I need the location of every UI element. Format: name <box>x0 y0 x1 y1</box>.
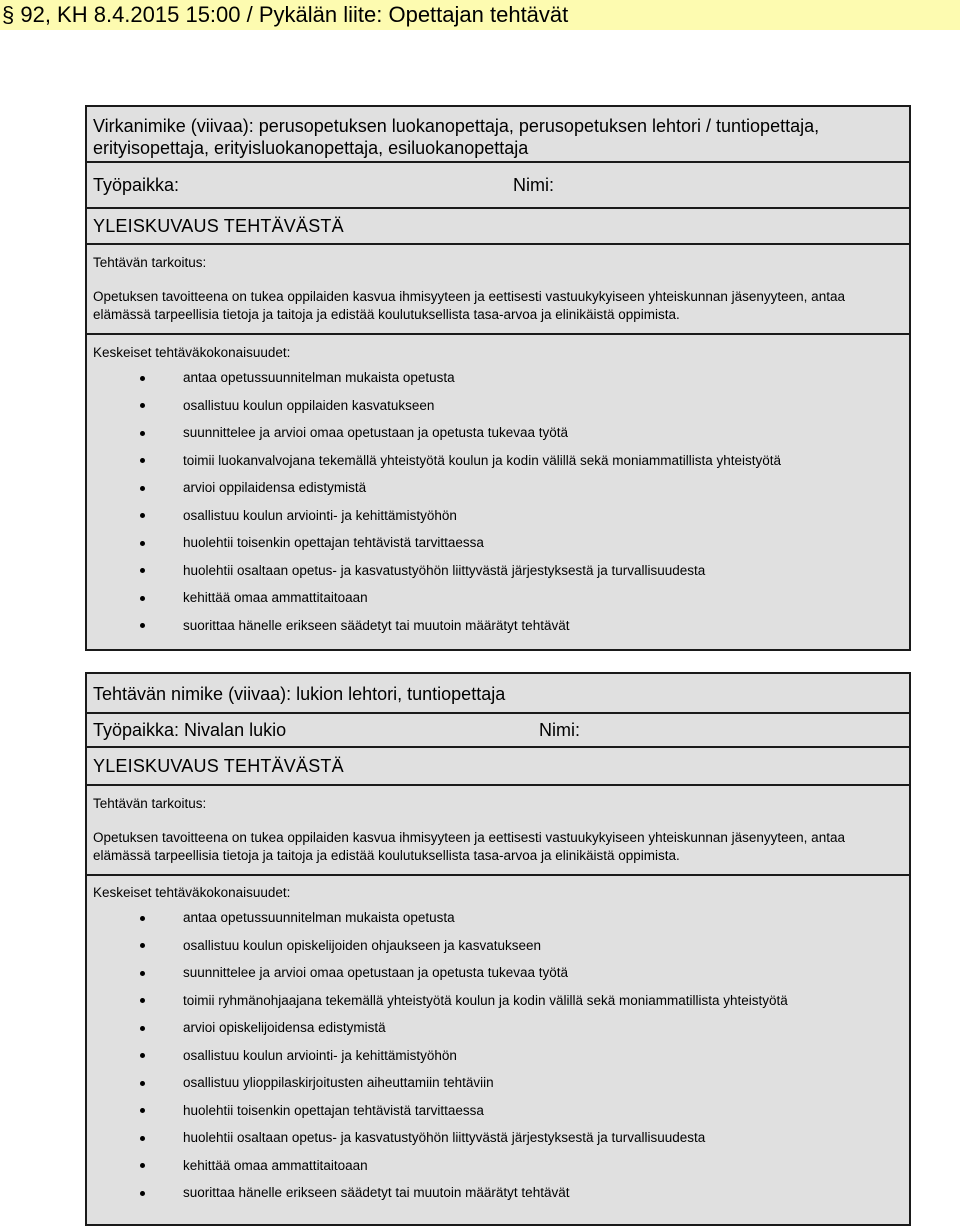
list-item: arvioi oppilaidensa edistymistä <box>93 474 903 502</box>
document-header <box>0 0 960 30</box>
bullet-icon <box>140 431 145 436</box>
tasks-cell <box>87 335 909 649</box>
bullet-icon <box>140 1108 145 1113</box>
list-item: huolehtii toisenkin opettajan tehtävistä tarvittaessa <box>93 529 903 557</box>
bullet-icon <box>140 376 145 381</box>
list-item: huolehtii osaltaan opetus- ja kasvatustyöhön liittyvästä järjestyksestä ja turvallisuudesta <box>93 1124 903 1152</box>
bullet-icon <box>140 943 145 948</box>
bullet-icon <box>140 623 145 628</box>
tasks-list <box>93 364 903 639</box>
purpose-label: Tehtävän tarkoitus: <box>93 796 207 811</box>
tasks-label: Keskeiset tehtäväkokonaisuudet: <box>93 345 291 360</box>
list-item: osallistuu koulun arviointi- ja kehittämistyöhön <box>93 502 903 530</box>
list-item: arvioi opiskelijoidensa edistymistä <box>93 1014 903 1042</box>
bullet-icon <box>140 568 145 573</box>
bullet-icon <box>140 1136 145 1141</box>
job-title-cell <box>87 674 909 714</box>
name-label: Nimi: <box>513 174 554 195</box>
overview-heading: YLEISKUVAUS TEHTÄVÄSTÄ <box>93 215 344 236</box>
bullet-icon <box>140 1191 145 1196</box>
workplace-label: Työpaikka: <box>93 174 180 195</box>
list-item: toimii luokanvalvojana tekemällä yhteistyötä koulun ja kodin välillä sekä moniammatillista yhteistyötä <box>93 447 903 475</box>
list-item: osallistuu ylioppilaskirjoitusten aiheuttamiin tehtäviin <box>93 1069 903 1097</box>
bullet-icon <box>140 458 145 463</box>
list-item: osallistuu koulun opiskelijoiden ohjaukseen ja kasvatukseen <box>93 932 903 960</box>
tasks-list <box>93 904 903 1207</box>
list-item: kehittää omaa ammattitaitoaan <box>93 1152 903 1180</box>
bullet-icon <box>140 486 145 491</box>
overview-heading-cell <box>87 209 909 245</box>
list-item: toimii ryhmänohjaajana tekemällä yhteistyötä koulun ja kodin välillä sekä moniammatillista yhteistyötä <box>93 987 903 1015</box>
bullet-icon <box>140 1053 145 1058</box>
overview-heading: YLEISKUVAUS TEHTÄVÄSTÄ <box>93 755 344 776</box>
overview-heading-cell <box>87 748 909 786</box>
list-item: suunnittelee ja arvioi omaa opetustaan ja opetusta tukevaa työtä <box>93 419 903 447</box>
tasks-label: Keskeiset tehtäväkokonaisuudet: <box>93 885 291 900</box>
bullet-icon <box>140 916 145 921</box>
list-item: huolehtii osaltaan opetus- ja kasvatustyöhön liittyvästä järjestyksestä ja turvallisuudesta <box>93 557 903 585</box>
list-item: osallistuu koulun oppilaiden kasvatukseen <box>93 392 903 420</box>
purpose-label: Tehtävän tarkoitus: <box>93 255 207 270</box>
bullet-icon <box>140 998 145 1003</box>
job-section-1 <box>85 105 911 651</box>
purpose-cell <box>87 786 909 876</box>
job-title: Tehtävän nimike (viivaa): lukion lehtori, tuntiopettaja <box>93 684 506 704</box>
list-item: suorittaa hänelle erikseen säädetyt tai muutoin määrätyt tehtävät <box>93 1179 903 1207</box>
bullet-icon <box>140 1081 145 1086</box>
header-text: § 92, KH 8.4.2015 15:00 / Pykälän liite: Opettajan tehtävät <box>2 2 569 27</box>
bullet-icon <box>140 971 145 976</box>
bullet-icon <box>140 403 145 408</box>
workplace-row <box>87 714 909 748</box>
list-item: kehittää omaa ammattitaitoaan <box>93 584 903 612</box>
purpose-cell <box>87 245 909 335</box>
purpose-text: Opetuksen tavoitteena on tukea oppilaiden kasvua ihmisyyteen ja eettisesti vastuukykyiseen yhteiskunnan jäsenyyteen, antaa elämässä tarpeellisia tietoja ja taitoja ja edistää koulutuksellista tasa-arvoa ja elinikäistä oppimista. <box>93 830 845 863</box>
list-item: osallistuu koulun arviointi- ja kehittämistyöhön <box>93 1042 903 1070</box>
job-title-cell <box>87 107 909 163</box>
job-title: Virkanimike (viivaa): perusopetuksen luokanopettaja, perusopetuksen lehtori / tuntiopettaja, erityisopettaja, erityisluokanopettaja, esiluokanopettaja <box>93 116 820 158</box>
list-item: huolehtii toisenkin opettajan tehtävistä tarvittaessa <box>93 1097 903 1125</box>
list-item: suorittaa hänelle erikseen säädetyt tai muutoin määrätyt tehtävät <box>93 612 903 640</box>
list-item: antaa opetussuunnitelman mukaista opetusta <box>93 904 903 932</box>
bullet-icon <box>140 513 145 518</box>
bullet-icon <box>140 541 145 546</box>
bullet-icon <box>140 1163 145 1168</box>
job-section-2 <box>85 672 911 1226</box>
list-item: suunnittelee ja arvioi omaa opetustaan ja opetusta tukevaa työtä <box>93 959 903 987</box>
purpose-text: Opetuksen tavoitteena on tukea oppilaiden kasvua ihmisyyteen ja eettisesti vastuukykyiseen yhteiskunnan jäsenyyteen, antaa elämässä tarpeellisia tietoja ja taitoja ja edistää koulutuksellista tasa-arvoa ja elinikäistä oppimista. <box>93 289 845 322</box>
bullet-icon <box>140 1026 145 1031</box>
workplace-row <box>87 163 909 209</box>
name-label: Nimi: <box>539 719 580 740</box>
tasks-cell <box>87 876 909 1224</box>
list-item: antaa opetussuunnitelman mukaista opetusta <box>93 364 903 392</box>
workplace-label: Työpaikka: Nivalan lukio <box>93 719 287 740</box>
bullet-icon <box>140 596 145 601</box>
